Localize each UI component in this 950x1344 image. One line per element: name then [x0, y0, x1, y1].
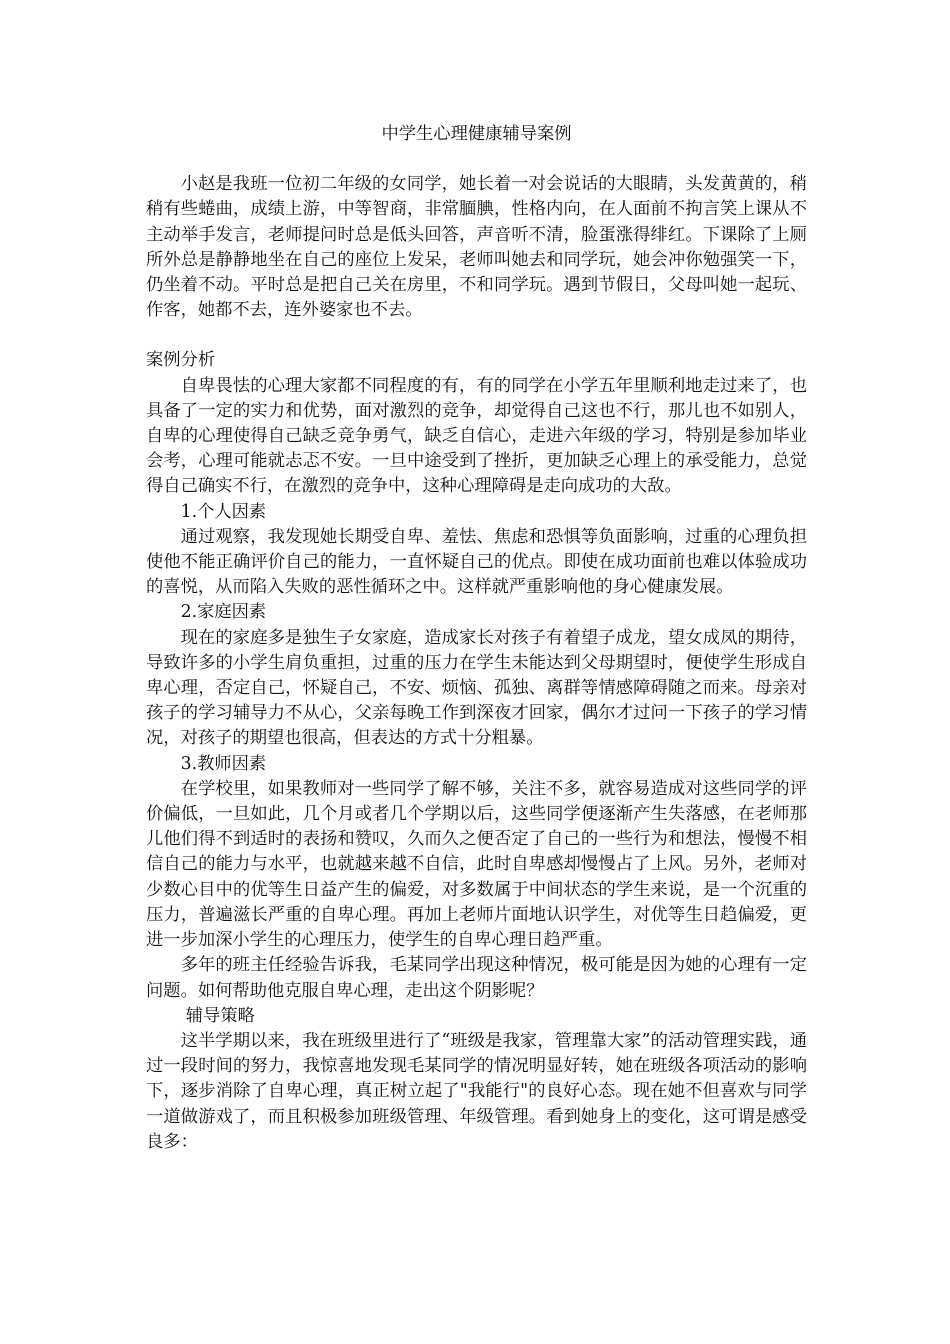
- factor3-heading: 3.教师因素: [180, 753, 267, 774]
- analysis-heading: 案例分析: [146, 350, 216, 371]
- factor1-heading: 1.个人因素: [180, 501, 267, 522]
- factor2-paragraph: 现在的家庭多是独生子女家庭，造成家长对孩子有着望子成龙，望女成凤的期待，导致许多的小学生肩负重担，过重的压力在学生未能达到父母期望时，便使学生形成自卑心理，否定自己，怀疑自己，不安、烦恼、孤独、离群等情感障碍随之而来。母亲对孩子的学习辅导力不从心，父亲每晚工作到深夜才回家，偶尔才过问一下孩子的学习情况，对孩子的期望也很高，但表达的方式十分粗暴。: [146, 627, 807, 749]
- experience-paragraph: 多年的班主任经验告诉我，毛某同学出现这种情况，极可能是因为她的心理有一定问题。如何帮助他克服自卑心理，走出这个阴影呢？: [146, 955, 807, 1001]
- analysis-intro-paragraph: 自卑畏怯的心理大家都不同程度的有，有的同学在小学五年里顺利地走过来了，也具备了一定的实力和优势，面对激烈的竞争，却觉得自己这也不行，那儿也不如别人，自卑的心理使得自己缺乏竞争勇气，缺乏自信心，走进六年级的学习，特别是参加毕业会考，心理可能就忐忑不安。一旦中途受到了挫折，更加缺乏心理上的承受能力，总觉得自己确实不行，在激烈的竞争中，这种心理障碍是走向成功的大敌。: [146, 375, 807, 497]
- factor3-paragraph: 在学校里，如果教师对一些同学了解不够，关注不多，就容易造成对这些同学的评价偏低，一旦如此，几个月或者几个学期以后，这些同学便逐渐产生失落感，在老师那儿他们得不到适时的表扬和赞叹，久而久之便否定了自己的一些行为和想法，慢慢不相信自己的能力与水平，也就越来越不自信，此时自卑感却慢慢占了上风。另外，老师对少数心目中的优等生日益产生的偏爱，对多数属于中间状态的学生来说，是一个沉重的压力，普遍滋长严重的自卑心理。再加上老师片面地认识学生，对优等生日趋偏爱，更进一步加深小学生的心理压力，使学生的自卑心理日趋严重。: [146, 778, 807, 951]
- factor1-paragraph: 通过观察，我发现她长期受自卑、羞怯、焦虑和恐惧等负面影响，过重的心理负担使他不能正确评价自己的能力，一直怀疑自己的优点。即使在成功面前也难以体验成功的喜悦，从而陷入失败的恶性循环之中。这样就严重影响他的身心健康发展。: [146, 526, 807, 598]
- document-title: 中学生心理健康辅导案例: [381, 124, 572, 144]
- factor2-heading: 2.家庭因素: [180, 602, 267, 623]
- strategy-heading: 辅导策略: [185, 1005, 255, 1026]
- spacer: [146, 323, 807, 348]
- strategy-paragraph: 这半学期以来，我在班级里进行了“班级是我家，管理靠大家”的活动管理实践，通过一段时间的努力，我惊喜地发现毛某同学的情况明显好转，她在班级各项活动的影响下，逐步消除了自卑心理，真正树立起了"我能行"的良好心态。现在她不但喜欢与同学一道做游戏了，而且积极参加班级管理、年级管理。看到她身上的变化，这可谓是感受良多：: [146, 1030, 807, 1152]
- intro-paragraph: 小赵是我班一位初二年级的女同学，她长着一对会说话的大眼睛，头发黄黄的，稍稍有些蜷曲，成绩上游，中等智商，非常腼腆，性格内向，在人面前不拘言笑上课从不主动举手发言，老师提问时总是低头回答，声音听不清，脸蛋涨得绯红。下课除了上厕所外总是静静地坐在自己的座位上发呆，老师叫她去和同学玩，她会冲你勉强笑一下，仍坐着不动。平时总是把自己关在房里，不和同学玩。遇到节假日，父母叫她一起玩、作客，她都不去，连外婆家也不去。: [146, 174, 807, 321]
